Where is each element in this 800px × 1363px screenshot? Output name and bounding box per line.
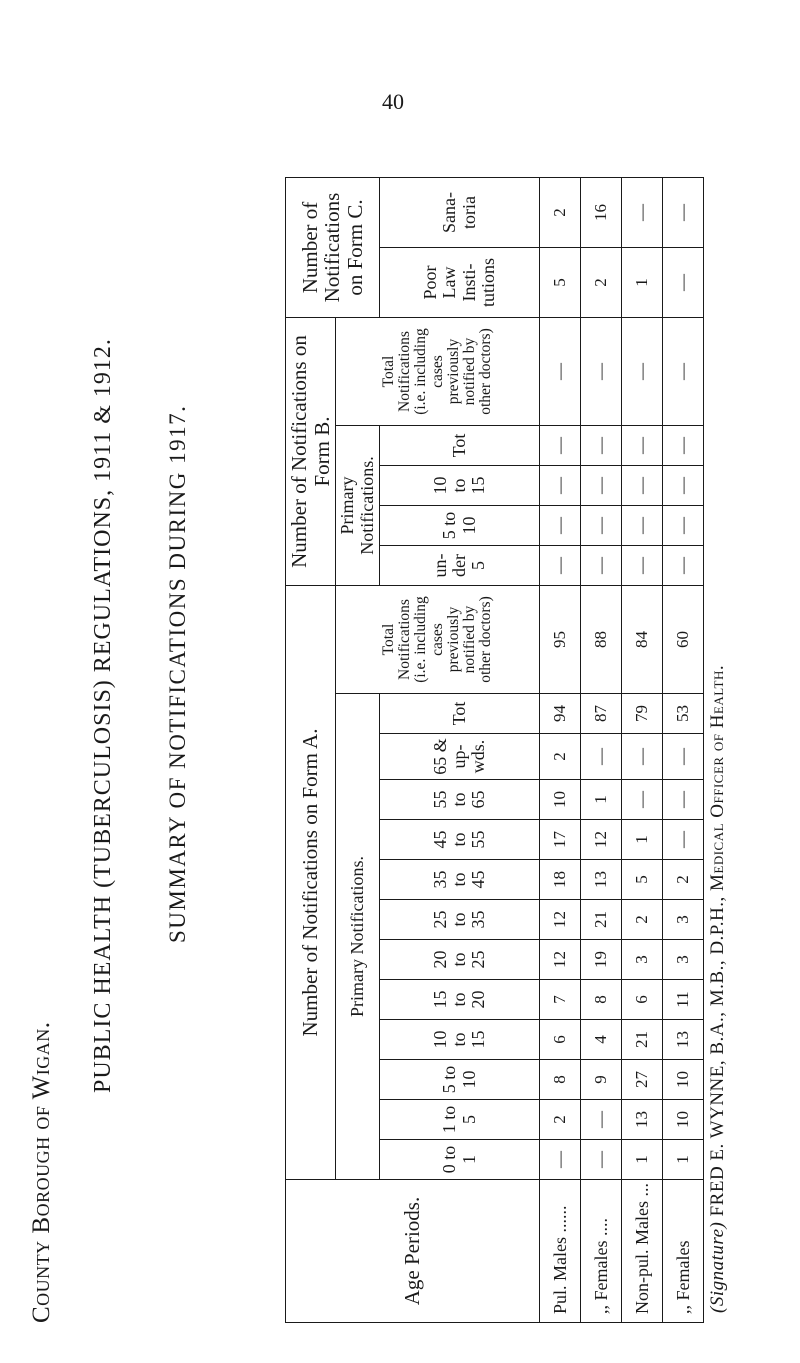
cell: — [622,734,663,780]
cell: 10 [540,780,581,820]
col-header: 15 to 20 [380,980,540,1020]
cell: — [663,820,704,860]
cell: 13 [663,1020,704,1060]
col-header: Sana-toria [380,178,540,248]
cell: 2 [540,178,581,248]
cell: — [540,426,581,466]
cell: 16 [581,178,622,248]
signature-title: Medical Officer of Health. [707,664,728,891]
cell: — [540,1140,581,1180]
cell: — [663,248,704,318]
cell: 2 [663,860,704,900]
cell: — [622,506,663,546]
row-label: Pul. Males ...... [540,1180,581,1323]
form-b-primary-header: Primary Notifications. [336,426,380,586]
cell: — [622,426,663,466]
table-row [581,178,622,1323]
cell: 53 [663,694,704,734]
page-title: PUBLIC HEALTH (TUBERCULOSIS) REGULATIONS, 1911 & 1912. [90,338,116,1093]
cell: — [663,780,704,820]
signature-name: FRED E. WYNNE, B.A., M.B., D.P.H., [707,896,728,1217]
cell: 12 [540,900,581,940]
page-subtitle: SUMMARY OF NOTIFICATIONS DURING 1917. [165,404,190,943]
notifications-table [285,177,704,1323]
primary-header-row [336,178,380,1323]
cell: 27 [622,1060,663,1100]
cell: — [663,426,704,466]
cell: — [540,318,581,426]
cell: 94 [540,694,581,734]
table-row [663,178,704,1323]
cell: 3 [663,940,704,980]
cell: 1 [622,248,663,318]
cell: 84 [622,586,663,694]
col-header: 0 to 1 [380,1140,540,1180]
signature-prefix: (Signature) [707,1221,728,1313]
cell: — [581,506,622,546]
col-header: 25 to 35 [380,900,540,940]
form-b-total-header: Total Notifications (i.e. including cases previously notified by other doctors) [336,318,540,426]
cell: 2 [622,900,663,940]
cell: 1 [663,1140,704,1180]
cell: 87 [581,694,622,734]
cell: 1 [622,820,663,860]
cell: 17 [540,820,581,860]
col-header: 10 to 15 [380,1020,540,1060]
cell: — [663,546,704,586]
cell: 4 [581,1020,622,1060]
cell: 7 [540,980,581,1020]
cell: 18 [540,860,581,900]
form-c-header: Number of Notifications on Form C. [286,178,380,318]
cell: — [540,506,581,546]
cell: 1 [581,780,622,820]
cell: — [622,546,663,586]
col-header: Poor Law Insti-tutions [380,248,540,318]
cell: 11 [663,980,704,1020]
cell: 1 [622,1140,663,1180]
col-header: 65 & up-wds. [380,734,540,780]
cell: 88 [581,586,622,694]
cell: 21 [581,900,622,940]
cell: 6 [622,980,663,1020]
cell: — [622,466,663,506]
cell: — [622,780,663,820]
form-a-total-header: Total Notifications (i.e. including cases previously notified by other doctors) [336,586,540,694]
cell: — [663,734,704,780]
col-header: 1 to 5 [380,1100,540,1140]
form-a-header: Number of Notifications on Form A. [286,586,336,1180]
cell: 10 [663,1060,704,1100]
cell: 12 [540,940,581,980]
cell: 79 [622,694,663,734]
cell: — [581,426,622,466]
cell: — [663,178,704,248]
cell: 13 [622,1100,663,1140]
page-number: 40 [382,89,404,114]
cell: 8 [540,1060,581,1100]
section-header-row [286,178,336,1323]
cell: 10 [663,1100,704,1140]
cell: 13 [581,860,622,900]
cell: — [540,466,581,506]
cell: 5 [540,248,581,318]
age-periods-header: Age Periods. [286,1180,540,1323]
cell: — [581,1140,622,1180]
cell: 12 [581,820,622,860]
cell: — [581,546,622,586]
cell: — [540,546,581,586]
cell: 9 [581,1060,622,1100]
cell: — [581,734,622,780]
col-header: 5 to 10 [380,506,540,546]
table-row [540,178,581,1323]
cell: — [581,318,622,426]
col-header: Tot [380,426,540,466]
cell: — [622,178,663,248]
col-header: 5 to 10 [380,1060,540,1100]
signature-line [707,665,729,1313]
cell: 95 [540,586,581,694]
cell: 2 [581,248,622,318]
cell: 3 [622,940,663,980]
form-a-primary-header: Primary Notifications. [336,694,380,1180]
county-borough-heading: County Borough of Wigan. [28,1021,55,1323]
cell: 2 [540,734,581,780]
cell: — [663,318,704,426]
cell: — [622,318,663,426]
col-header: 45 to 55 [380,820,540,860]
cell: 3 [663,900,704,940]
col-header: 35 to 45 [380,860,540,900]
row-label: ,, Females [663,1180,704,1323]
cell: — [663,466,704,506]
cell: 6 [540,1020,581,1060]
col-header: 20 to 25 [380,940,540,980]
col-header: 55 to 65 [380,780,540,820]
cell: — [581,466,622,506]
cell: — [581,1100,622,1140]
cell: 21 [622,1020,663,1060]
row-label: Non-pul. Males ... [622,1180,663,1323]
cell: 5 [622,860,663,900]
row-label: ,, Females .... [581,1180,622,1323]
cell: 60 [663,586,704,694]
cell: 19 [581,940,622,980]
col-header: 10 to 15 [380,466,540,506]
form-b-header: Number of Notifications on Form B. [286,318,336,586]
cell: 2 [540,1100,581,1140]
cell: 8 [581,980,622,1020]
cell: — [663,506,704,546]
col-header: un-der 5 [380,546,540,586]
col-header: Tot [380,694,540,734]
table-row [622,178,663,1323]
